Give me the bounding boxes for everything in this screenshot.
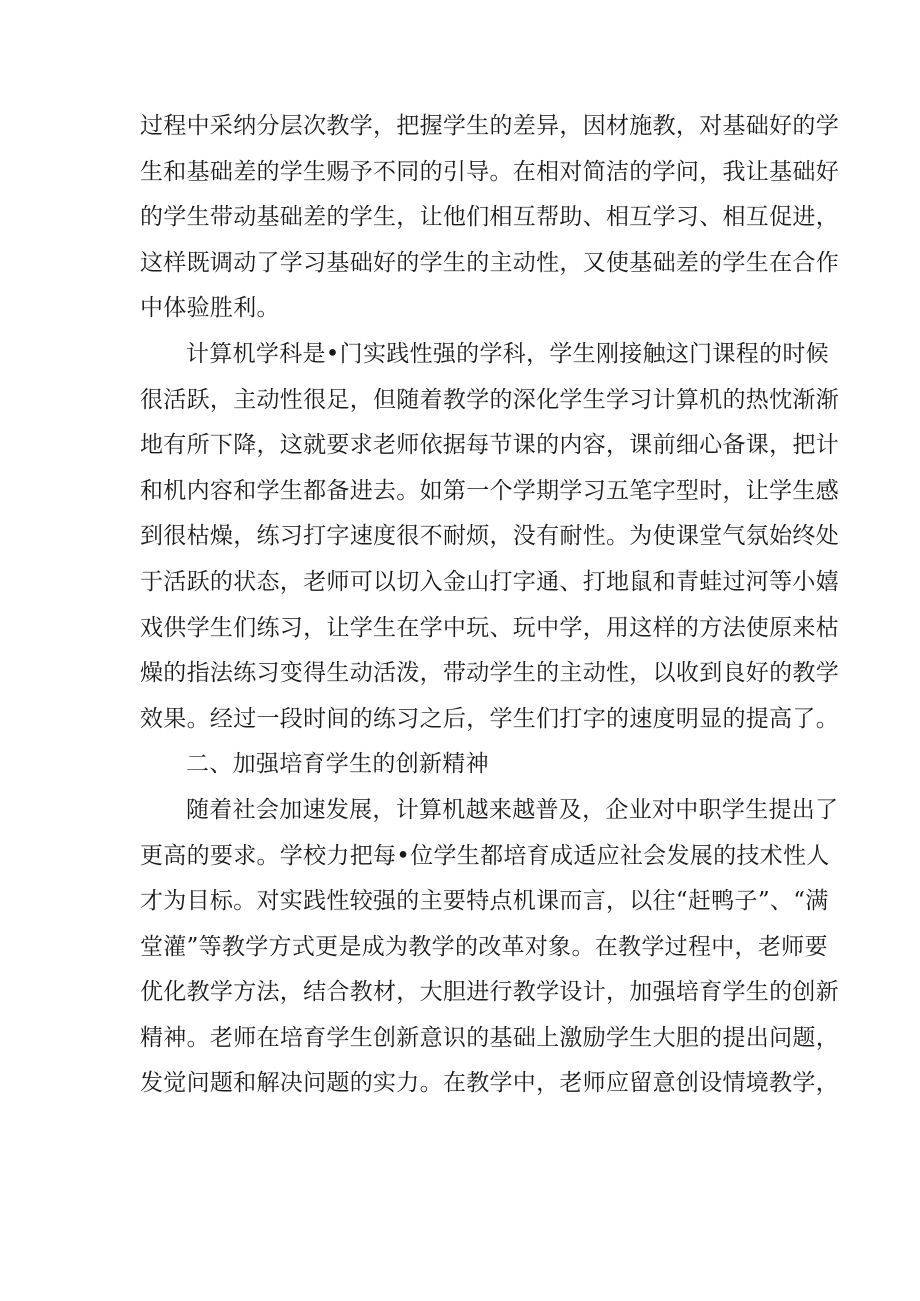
paragraph-1 (140, 104, 839, 332)
text-line: 这样既调动了学习基础好的学生的主动性，又使基础差的学生在合作 (140, 249, 839, 276)
text-line: 计算机学科是•门实践性强的学科，学生刚接触这门课程的时候 (186, 340, 829, 367)
text-line: 才为目标。对实践性较强的主要特点机课而言，以往“赶鸭子”、“满 (140, 888, 829, 915)
text-line: 随着社会加速发展，计算机越来越普及，企业对中职学生提出了 (186, 796, 839, 823)
paragraph-2 (140, 332, 839, 742)
text-line: 堂灌”等教学方式更是成为教学的改革对象。在教学过程中，老师要 (140, 933, 828, 960)
text-line: 和机内容和学生都备进去。如第一个学期学习五笔字型时，让学生感 (140, 477, 839, 504)
text-line: 更高的要求。学校力把每•位学生都培育成适应社会发展的技术性人 (140, 842, 830, 869)
text-line: 生和基础差的学生赐予不同的引导。在相对简洁的学问，我让基础好 (140, 158, 839, 185)
section-heading: 二、加强培育学生的创新精神 (186, 751, 489, 778)
text-line: 到很枯燥，练习打字速度很不耐烦，没有耐性。为使课堂气氛始终处 (140, 523, 839, 550)
text-line: 燥的指法练习变得生动活泼，带动学生的主动性，以收到良好的教学 (140, 660, 839, 687)
text-line: 过程中采纳分层次教学，把握学生的差异，因材施教，对基础好的学 (140, 113, 839, 139)
text-line: 很活跃，主动性很足，但随着教学的深化学生学习计算机的热忱渐渐 (140, 386, 839, 413)
text-line: 地有所下降，这就要求老师依据每节课的内容，课前细心备课，把计 (140, 432, 839, 459)
text-line: 的学生带动基础差的学生，让他们相互帮助、相互学习、相互促进， (140, 204, 839, 231)
document-body (140, 104, 839, 1107)
text-line: 优化教学方法，结合教材，大胆进行教学设计，加强培育学生的创新 (140, 979, 839, 1006)
paragraph-3 (140, 788, 839, 1107)
text-line: 戏供学生们练习，让学生在学中玩、玩中学，用这样的方法使原来枯 (140, 614, 839, 641)
text-line: 效果。经过一段时间的练习之后，学生们打字的速度明显的提高了。 (140, 705, 839, 732)
text-line: 中体验胜利。 (140, 295, 280, 322)
text-line: 发觉问题和解决问题的实力。在教学中，老师应留意创设情境教学， (140, 1070, 839, 1097)
text-line: 于活跃的状态，老师可以切入金山打字通、打地鼠和青蛙过河等小嬉 (140, 568, 839, 595)
text-line: 精神。老师在培育学生创新意识的基础上激励学生大胆的提出问题， (140, 1024, 839, 1051)
